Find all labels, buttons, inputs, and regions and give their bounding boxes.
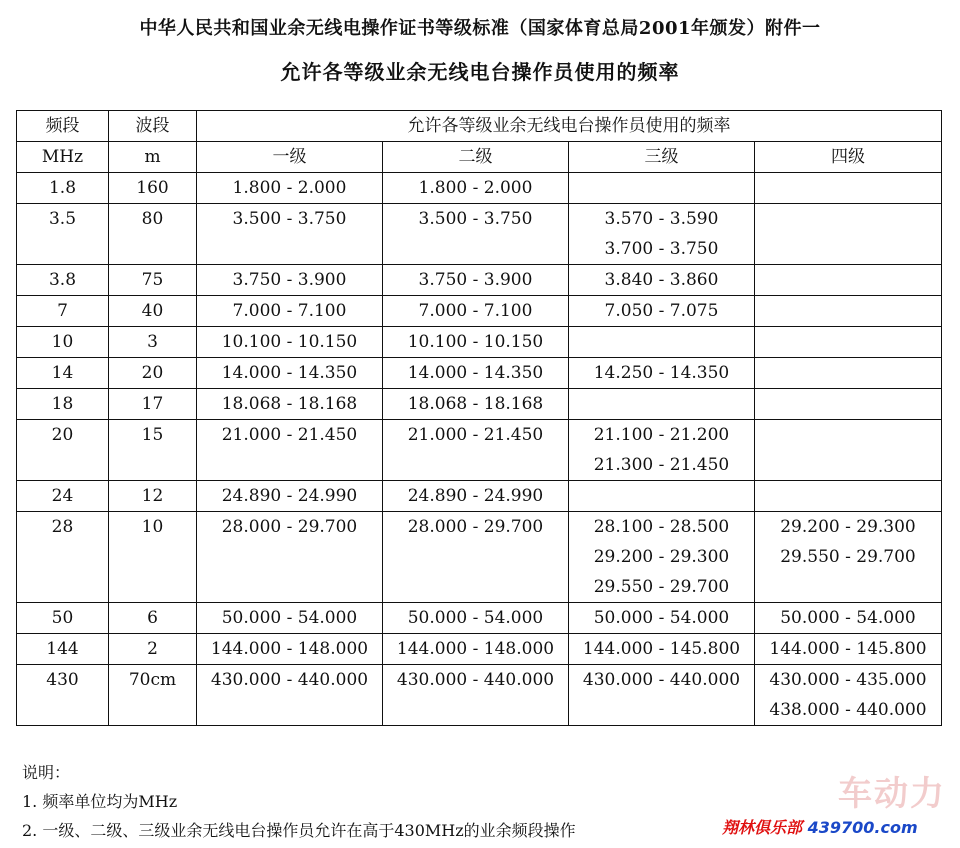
wave-cell	[109, 634, 197, 665]
frequency-range: 21.000 - 21.450	[221, 425, 358, 445]
frequency-range: 144.000 - 148.000	[210, 639, 369, 659]
wave-cell	[109, 265, 197, 296]
level-4-cell	[755, 420, 942, 481]
level-2-cell	[383, 204, 569, 265]
wave-cell	[109, 204, 197, 265]
band-value: 3.5	[48, 209, 77, 229]
level-4-cell	[755, 327, 942, 358]
frequency-range: 1.800 - 2.000	[418, 178, 533, 198]
frequency-range: 21.100 - 21.200	[593, 425, 730, 445]
level-3-cell	[569, 327, 755, 358]
level-4-cell	[755, 173, 942, 204]
frequency-range: 50.000 - 54.000	[780, 608, 916, 628]
frequency-range: 21.000 - 21.450	[407, 425, 544, 445]
level-4-cell	[755, 512, 942, 603]
frequency-range: 14.250 - 14.350	[593, 363, 730, 383]
level-4-cell	[755, 265, 942, 296]
level-3-cell	[569, 420, 755, 481]
level-2-cell	[383, 512, 569, 603]
header-level-3: 三级	[569, 142, 755, 173]
header-row-2	[17, 142, 942, 173]
band-value: 144	[46, 639, 79, 659]
level-1-cell	[197, 389, 383, 420]
level-1-cell	[197, 665, 383, 726]
header-level-4: 四级	[755, 142, 942, 173]
band-cell	[17, 420, 109, 481]
level-1-cell	[197, 358, 383, 389]
frequency-range: 430.000 - 435.000	[769, 670, 927, 690]
wave-cell	[109, 296, 197, 327]
frequency-range: 3.840 - 3.860	[604, 270, 719, 290]
band-value: 7	[57, 301, 68, 321]
frequency-table	[16, 110, 942, 726]
wave-value: 10	[141, 517, 164, 537]
frequency-range: 14.000 - 14.350	[407, 363, 544, 383]
level-1-cell	[197, 420, 383, 481]
wave-value: 160	[136, 178, 169, 198]
frequency-range: 29.200 - 29.300	[593, 547, 730, 567]
table-row	[17, 358, 942, 389]
table-row	[17, 634, 942, 665]
header-band-unit: MHz	[17, 142, 109, 173]
table-row	[17, 481, 942, 512]
wave-value: 75	[141, 270, 164, 290]
table-row	[17, 420, 942, 481]
level-4-cell	[755, 204, 942, 265]
frequency-range: 3.700 - 3.750	[604, 239, 719, 259]
level-2-cell	[383, 327, 569, 358]
level-3-cell	[569, 665, 755, 726]
wave-value: 80	[141, 209, 164, 229]
wave-cell	[109, 665, 197, 726]
wave-cell	[109, 512, 197, 603]
frequency-range: 10.100 - 10.150	[221, 332, 358, 352]
frequency-range: 18.068 - 18.168	[221, 394, 358, 414]
level-1-cell	[197, 265, 383, 296]
band-value: 14	[51, 363, 74, 383]
frequency-range: 3.500 - 3.750	[232, 209, 347, 229]
frequency-range: 1.800 - 2.000	[232, 178, 347, 198]
level-3-cell	[569, 512, 755, 603]
wave-cell	[109, 389, 197, 420]
table-row	[17, 265, 942, 296]
frequency-range: 10.100 - 10.150	[407, 332, 544, 352]
band-value: 24	[51, 486, 74, 506]
header-row-1	[17, 111, 942, 142]
header-allowed-frequencies: 允许各等级业余无线电台操作员使用的频率	[197, 111, 942, 142]
frequency-range: 29.550 - 29.700	[780, 547, 916, 567]
frequency-range: 430.000 - 440.000	[582, 670, 741, 690]
level-3-cell	[569, 204, 755, 265]
frequency-range: 144.000 - 145.800	[582, 639, 741, 659]
frequency-range: 3.750 - 3.900	[418, 270, 533, 290]
level-1-cell	[197, 204, 383, 265]
wave-cell	[109, 603, 197, 634]
level-1-cell	[197, 173, 383, 204]
wave-value: 15	[141, 425, 164, 445]
level-2-cell	[383, 389, 569, 420]
header-wave: 波段	[109, 111, 197, 142]
level-4-cell	[755, 358, 942, 389]
band-cell	[17, 204, 109, 265]
wave-value: 17	[141, 394, 164, 414]
level-3-cell	[569, 389, 755, 420]
level-3-cell	[569, 634, 755, 665]
band-cell	[17, 634, 109, 665]
level-3-cell	[569, 603, 755, 634]
wave-cell	[109, 358, 197, 389]
table-row	[17, 296, 942, 327]
header-level-2: 二级	[383, 142, 569, 173]
watermark-club-name: 翔林俱乐部	[722, 818, 803, 837]
band-cell	[17, 265, 109, 296]
level-4-cell	[755, 296, 942, 327]
level-4-cell	[755, 389, 942, 420]
frequency-range: 7.050 - 7.075	[604, 301, 719, 321]
wave-cell	[109, 420, 197, 481]
band-cell	[17, 327, 109, 358]
table-row	[17, 204, 942, 265]
table-row	[17, 665, 942, 726]
wave-cell	[109, 481, 197, 512]
table-row	[17, 512, 942, 603]
level-2-cell	[383, 358, 569, 389]
level-4-cell	[755, 481, 942, 512]
note-item: 1. 频率单位均为MHz	[22, 792, 178, 811]
frequency-range: 430.000 - 440.000	[210, 670, 369, 690]
notes-heading: 说明：	[22, 763, 71, 782]
level-3-cell	[569, 358, 755, 389]
frequency-range: 29.200 - 29.300	[780, 517, 916, 537]
table-row	[17, 389, 942, 420]
frequency-range: 50.000 - 54.000	[407, 608, 544, 628]
wave-value: 20	[141, 363, 164, 383]
band-value: 28	[51, 517, 74, 537]
frequency-range: 3.570 - 3.590	[604, 209, 719, 229]
frequency-range: 3.750 - 3.900	[232, 270, 347, 290]
wave-value: 12	[141, 486, 164, 506]
wave-cell	[109, 327, 197, 358]
watermark-site	[722, 815, 918, 838]
band-value: 3.8	[48, 270, 77, 290]
frequency-range: 21.300 - 21.450	[593, 455, 730, 475]
band-value: 430	[46, 670, 79, 690]
level-2-cell	[383, 665, 569, 726]
band-cell	[17, 296, 109, 327]
frequency-range: 18.068 - 18.168	[407, 394, 544, 414]
level-2-cell	[383, 420, 569, 481]
level-1-cell	[197, 481, 383, 512]
wave-value: 3	[147, 332, 158, 352]
band-value: 10	[51, 332, 74, 352]
frequency-range: 28.100 - 28.500	[593, 517, 730, 537]
header-level-1: 一级	[197, 142, 383, 173]
level-3-cell	[569, 265, 755, 296]
level-3-cell	[569, 296, 755, 327]
note-item: 2. 一级、二级、三级业余无线电台操作员允许在高于430MHz的业余频段操作	[22, 821, 576, 840]
frequency-range: 144.000 - 148.000	[396, 639, 555, 659]
level-1-cell	[197, 296, 383, 327]
band-cell	[17, 173, 109, 204]
frequency-range: 438.000 - 440.000	[769, 700, 927, 720]
frequency-range: 7.000 - 7.100	[232, 301, 347, 321]
level-1-cell	[197, 634, 383, 665]
level-1-cell	[197, 603, 383, 634]
band-value: 18	[51, 394, 74, 414]
level-3-cell	[569, 173, 755, 204]
level-4-cell	[755, 665, 942, 726]
frequency-range: 24.890 - 24.990	[407, 486, 544, 506]
level-3-cell	[569, 481, 755, 512]
level-2-cell	[383, 265, 569, 296]
frequency-range: 50.000 - 54.000	[593, 608, 730, 628]
table-row	[17, 173, 942, 204]
wave-value: 70cm	[128, 670, 177, 690]
level-4-cell	[755, 634, 942, 665]
level-2-cell	[383, 634, 569, 665]
frequency-range: 24.890 - 24.990	[221, 486, 358, 506]
band-cell	[17, 665, 109, 726]
frequency-range: 28.000 - 29.700	[407, 517, 544, 537]
level-2-cell	[383, 173, 569, 204]
frequency-range: 14.000 - 14.350	[221, 363, 358, 383]
level-1-cell	[197, 327, 383, 358]
band-cell	[17, 603, 109, 634]
band-cell	[17, 358, 109, 389]
wave-cell	[109, 173, 197, 204]
watermark-url: 439700.com	[807, 818, 918, 837]
frequency-range: 28.000 - 29.700	[221, 517, 358, 537]
frequency-range: 430.000 - 440.000	[396, 670, 555, 690]
page-title: 中华人民共和国业余无线电操作证书等级标准（国家体育总局2001年颁发）附件一	[139, 18, 821, 39]
table-row	[17, 327, 942, 358]
band-value: 50	[51, 608, 74, 628]
wave-value: 40	[141, 301, 164, 321]
level-2-cell	[383, 296, 569, 327]
watermark-logo-text: 车动力	[838, 774, 946, 814]
level-1-cell	[197, 512, 383, 603]
frequency-range: 7.000 - 7.100	[418, 301, 533, 321]
frequency-range: 144.000 - 145.800	[769, 639, 927, 659]
wave-value: 2	[147, 639, 158, 659]
wave-value: 6	[147, 608, 158, 628]
header-band: 频段	[17, 111, 109, 142]
frequency-range: 50.000 - 54.000	[221, 608, 358, 628]
band-cell	[17, 481, 109, 512]
band-value: 20	[51, 425, 74, 445]
frequency-range: 3.500 - 3.750	[418, 209, 533, 229]
header-wave-unit: m	[109, 142, 197, 173]
band-cell	[17, 389, 109, 420]
band-cell	[17, 512, 109, 603]
watermark	[722, 764, 952, 844]
level-2-cell	[383, 481, 569, 512]
level-4-cell	[755, 603, 942, 634]
table-row	[17, 603, 942, 634]
notes	[22, 758, 576, 845]
level-2-cell	[383, 603, 569, 634]
band-value: 1.8	[48, 178, 77, 198]
frequency-range: 29.550 - 29.700	[593, 577, 730, 597]
page-subtitle: 允许各等级业余无线电台操作员使用的频率	[280, 60, 680, 84]
